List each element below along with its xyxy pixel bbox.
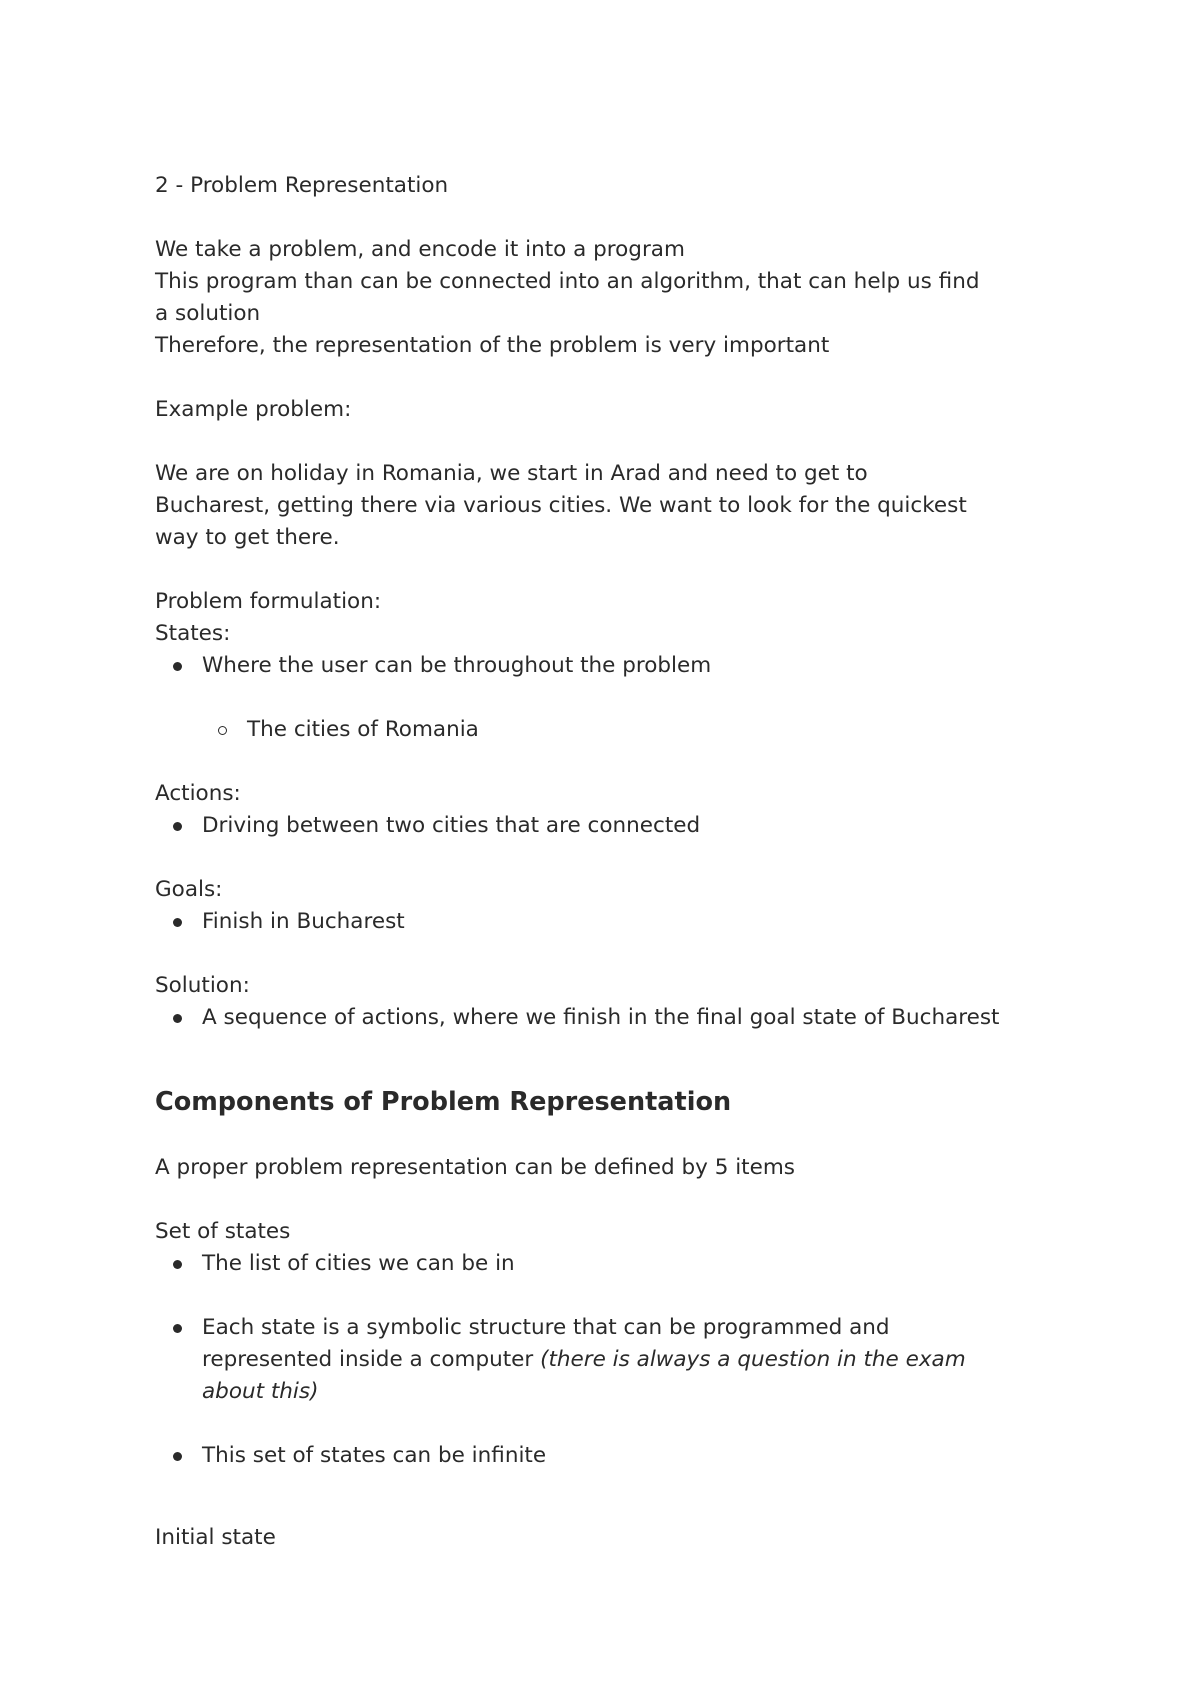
components-intro: A proper problem representation can be defined by 5 items [155,1155,795,1180]
list-item [155,1312,972,1408]
goals-label: Goals: [155,877,223,902]
list-item: The list of cities we can be in [155,1248,1055,1280]
list-item: Finish in Bucharest [155,906,1055,938]
document-content [155,170,1055,1554]
list-item-text: Each state is a symbolic structure that can be programmed and represented inside a computer [202,1315,890,1372]
list-item: The cities of Romania [155,714,1055,746]
initial-state-label: Initial state [155,1525,276,1550]
intro-line-1: We take a problem, and encode it into a program [155,237,685,262]
set-of-states-list-3 [155,1440,1055,1472]
states-label: States: [155,621,231,646]
section-heading: Components of Problem Representation [155,1087,732,1117]
goals-list [155,906,1055,938]
solution-list [155,1002,1055,1034]
example-label: Example problem: [155,397,352,422]
actions-label: Actions: [155,781,241,806]
solution-label: Solution: [155,973,250,998]
list-item: A sequence of actions, where we finish in the final goal state of Bucharest [155,1002,1055,1034]
set-of-states-label: Set of states [155,1219,291,1244]
example-text: We are on holiday in Romania, we start in Arad and need to get to Bucharest, getting there via various cities. We want to look for the quickest way to get there. [155,461,967,550]
set-of-states-list-1 [155,1248,1055,1280]
exam-note: (there is always a question in the exam about this) [202,1347,966,1404]
list-item: This set of states can be infinite [155,1440,1055,1472]
list-item: Where the user can be throughout the problem [155,650,1055,682]
list-item: Driving between two cities that are connected [155,810,1055,842]
formulation-label: Problem formulation: [155,589,382,614]
actions-list [155,810,1055,842]
states-sublist [155,714,1055,746]
document-title: 2 - Problem Representation [155,173,449,198]
set-of-states-list-2 [155,1312,1055,1408]
intro-line-2: This program than can be connected into an algorithm, that can help us find a solution [155,269,980,326]
intro-line-3: Therefore, the representation of the problem is very important [155,333,830,358]
states-list [155,650,1055,682]
